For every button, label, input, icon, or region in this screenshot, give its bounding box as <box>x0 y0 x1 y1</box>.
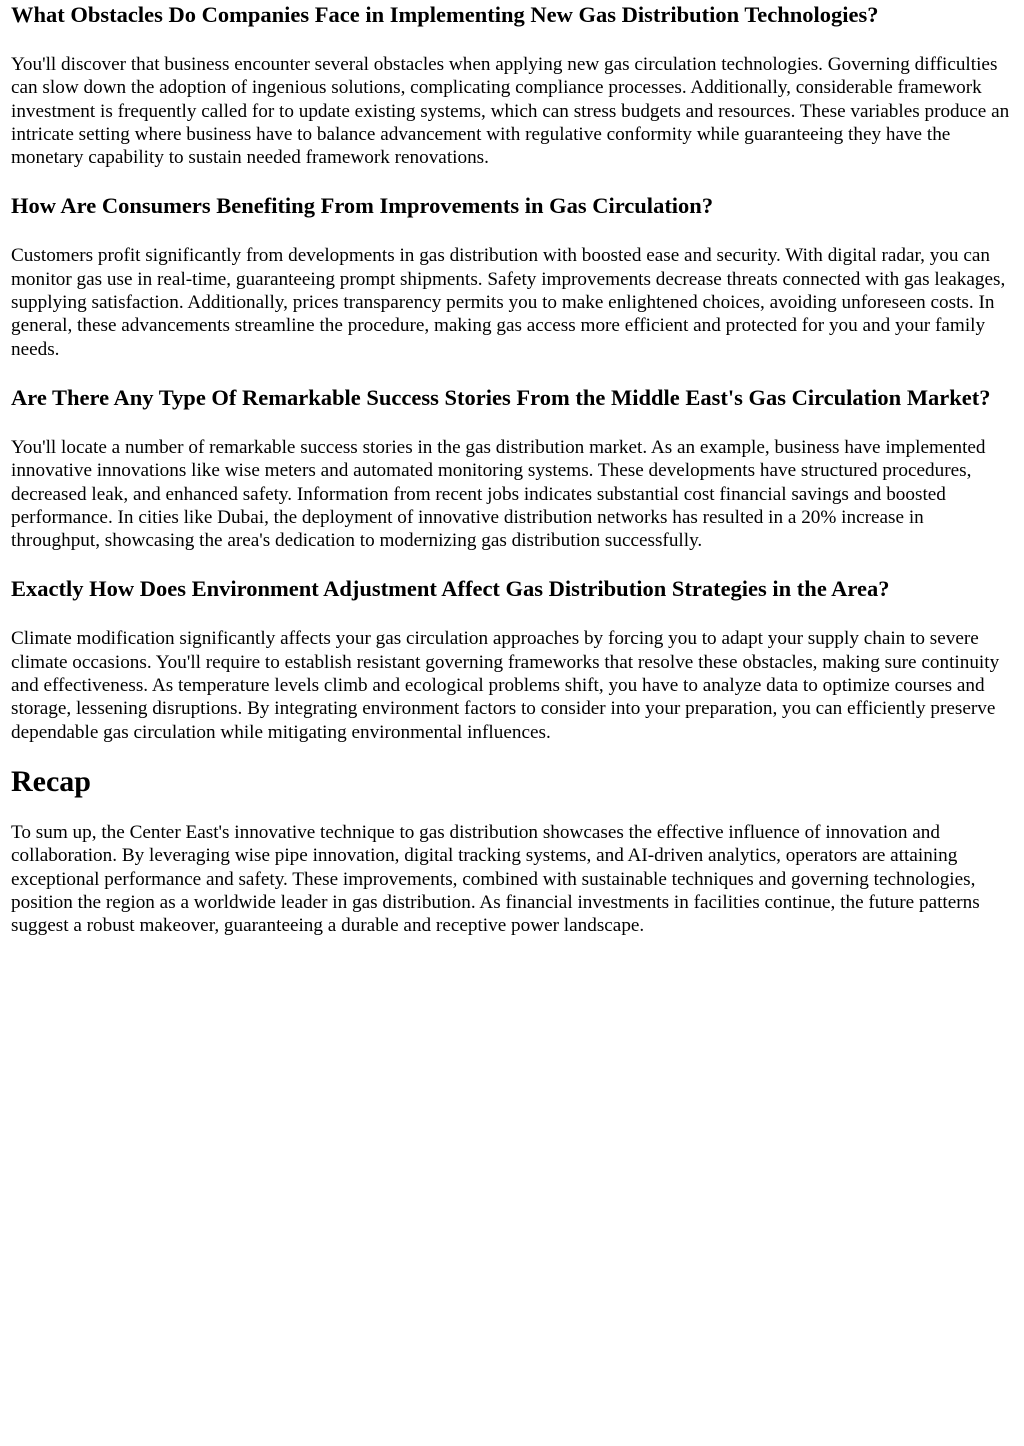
faq-answer-success-stories: You'll locate a number of remarkable success stories in the gas distribution market. As an example, business have implemented innovative innovations like wise meters and automated monitoring systems. These developments have structured procedures, decreased leak, and enhanced safety. Information from recent jobs indicates substantial cost financial savings and boosted performance. In cities like Dubai, the deployment of innovative distribution networks has resulted in a 20% increase in throughput, showcasing the area's dedication to modernizing gas distribution successfully. <box>11 436 986 552</box>
faq-answer-climate: Climate modification significantly affects your gas circulation approaches by forcing you to adapt your supply chain to severe climate occasions. You'll require to establish resistant governing frameworks that resolve these obstacles, making sure continuity and effectiveness. As temperature levels climb and ecological problems shift, you have to analyze data to optimize courses and storage, lessening disruptions. By integrating environment factors to consider into your preparation, you can efficiently preserve dependable gas circulation while mitigating environmental influences. <box>11 628 1000 743</box>
faq-heading-success-stories: Are There Any Type Of Remarkable Success Stories From the Middle East's Gas Circulation Market? <box>11 384 991 410</box>
faq-heading-climate: Exactly How Does Environment Adjustment Affect Gas Distribution Strategies in the Area? <box>11 576 890 602</box>
recap-heading: Recap <box>11 764 91 798</box>
faq-answer-obstacles: You'll discover that business encounter several obstacles when applying new gas circulation technologies. Governing difficulties can slow down the adoption of ingenious solutions, complicating compliance processes. Additionally, considerable framework investment is frequently called for to update existing systems, which can stress budgets and resources. These variables produce an intricate setting where business have to balance advancement with regulative conformity while guaranteeing they have the monetary capability to sustain needed framework renovations. <box>11 54 1010 169</box>
faq-heading-obstacles: What Obstacles Do Companies Face in Implementing New Gas Distribution Technologies? <box>11 2 879 27</box>
faq-answer-consumers: Customers profit significantly from developments in gas distribution with boosted ease and security. With digital radar, you can monitor gas use in real-time, guaranteeing prompt shipments. Safety improvements decrease threats connected with gas leakages, supplying satisfaction. Additionally, prices transparency permits you to make enlightened choices, avoiding unforeseen costs. In general, these advancements streamline the procedure, making gas access more efficient and protected for you and your family needs. <box>11 245 1006 360</box>
recap-body: To sum up, the Center East's innovative technique to gas distribution showcases the effective influence of innovation and collaboration. By leveraging wise pipe innovation, digital tracking systems, and AI-driven analytics, operators are attaining exceptional performance and safety. These improvements, combined with sustainable techniques and governing technologies, position the region as a worldwide leader in gas distribution. As financial investments in facilities continue, the future patterns suggest a robust makeover, guaranteeing a durable and receptive power landscape. <box>11 821 980 937</box>
faq-heading-consumers: How Are Consumers Benefiting From Improvements in Gas Circulation? <box>11 193 714 219</box>
